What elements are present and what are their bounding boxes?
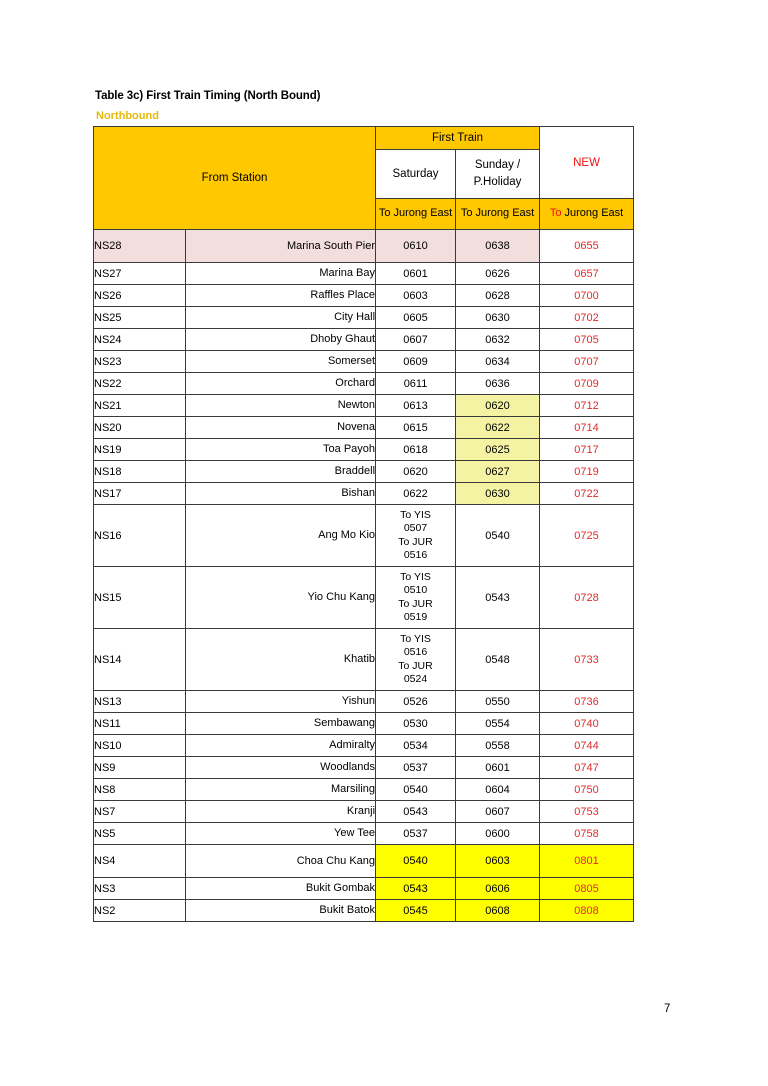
saturday-time: 0610 (376, 230, 456, 263)
station-name: Novena (186, 417, 376, 439)
sunday-holiday-time: 0622 (456, 417, 540, 439)
station-name: Braddell (186, 461, 376, 483)
station-code: NS26 (94, 285, 186, 307)
saturday-time-line: To YIS (400, 508, 431, 521)
saturday-time: 0540 (376, 845, 456, 878)
new-time: 0728 (540, 567, 634, 629)
table-header (94, 127, 634, 230)
station-code: NS22 (94, 373, 186, 395)
sunday-holiday-time: 0554 (456, 713, 540, 735)
table-body (94, 230, 634, 922)
table-row (94, 823, 634, 845)
saturday-time: 0607 (376, 329, 456, 351)
table-row (94, 439, 634, 461)
saturday-time-line: 0516 (403, 646, 428, 659)
saturday-time (376, 629, 456, 691)
sunday-holiday-time: 0601 (456, 757, 540, 779)
table-row (94, 691, 634, 713)
table-row (94, 230, 634, 263)
saturday-time: 0537 (376, 823, 456, 845)
table-row (94, 878, 634, 900)
sunday-holiday-time: 0620 (456, 395, 540, 417)
station-name: Khatib (186, 629, 376, 691)
sunday-holiday-time: 0607 (456, 801, 540, 823)
station-code: NS25 (94, 307, 186, 329)
station-code: NS3 (94, 878, 186, 900)
table-row (94, 900, 634, 922)
header-row-1 (94, 127, 634, 150)
new-time: 0722 (540, 483, 634, 505)
page-number: 7 (664, 1003, 671, 1015)
new-time: 0808 (540, 900, 634, 922)
station-code: NS13 (94, 691, 186, 713)
station-name: Kranji (186, 801, 376, 823)
header-first-train: First Train (376, 127, 540, 150)
new-time: 0709 (540, 373, 634, 395)
new-time: 0707 (540, 351, 634, 373)
station-code: NS7 (94, 801, 186, 823)
sunday-holiday-time: 0600 (456, 823, 540, 845)
header-dest-sunday: To Jurong East (456, 199, 540, 230)
new-time: 0717 (540, 439, 634, 461)
table-row (94, 417, 634, 439)
saturday-time: 0622 (376, 483, 456, 505)
sunday-holiday-time: 0548 (456, 629, 540, 691)
saturday-time: 0613 (376, 395, 456, 417)
station-code: NS20 (94, 417, 186, 439)
station-code: NS16 (94, 505, 186, 567)
new-time: 0719 (540, 461, 634, 483)
station-code: NS19 (94, 439, 186, 461)
station-name: Somerset (186, 351, 376, 373)
saturday-time (376, 567, 456, 629)
station-code: NS11 (94, 713, 186, 735)
station-code: NS10 (94, 735, 186, 757)
station-name: Yew Tee (186, 823, 376, 845)
sunday-holiday-time: 0632 (456, 329, 540, 351)
sunday-holiday-time: 0625 (456, 439, 540, 461)
saturday-time: 0534 (376, 735, 456, 757)
table-row (94, 483, 634, 505)
saturday-time: 0526 (376, 691, 456, 713)
station-name: City Hall (186, 307, 376, 329)
station-code: NS4 (94, 845, 186, 878)
saturday-time: 0537 (376, 757, 456, 779)
new-time: 0736 (540, 691, 634, 713)
table-row (94, 567, 634, 629)
saturday-time: 0543 (376, 878, 456, 900)
new-time: 0758 (540, 823, 634, 845)
station-code: NS9 (94, 757, 186, 779)
saturday-time-line: To JUR (398, 535, 433, 548)
saturday-time: 0620 (376, 461, 456, 483)
header-saturday: Saturday (376, 150, 456, 199)
saturday-time (376, 505, 456, 567)
new-time: 0733 (540, 629, 634, 691)
saturday-time-line: 0510 (403, 584, 428, 597)
sunday-holiday-time: 0540 (456, 505, 540, 567)
station-code: NS14 (94, 629, 186, 691)
saturday-time: 0603 (376, 285, 456, 307)
station-name: Choa Chu Kang (186, 845, 376, 878)
table-row (94, 373, 634, 395)
new-time: 0801 (540, 845, 634, 878)
station-code: NS8 (94, 779, 186, 801)
sunday-holiday-time: 0606 (456, 878, 540, 900)
station-code: NS27 (94, 263, 186, 285)
new-time: 0744 (540, 735, 634, 757)
sunday-holiday-time: 0628 (456, 285, 540, 307)
table-row (94, 285, 634, 307)
new-time: 0700 (540, 285, 634, 307)
header-sunday-line2: P.Holiday (473, 176, 522, 188)
station-code: NS5 (94, 823, 186, 845)
station-code: NS2 (94, 900, 186, 922)
saturday-time: 0605 (376, 307, 456, 329)
station-name: Marina South Pier (186, 230, 376, 263)
sunday-holiday-time: 0558 (456, 735, 540, 757)
station-code: NS18 (94, 461, 186, 483)
sunday-holiday-time: 0543 (456, 567, 540, 629)
station-name: Raffles Place (186, 285, 376, 307)
header-dest-saturday: To Jurong East (376, 199, 456, 230)
table-row (94, 351, 634, 373)
saturday-time: 0543 (376, 801, 456, 823)
station-name: Newton (186, 395, 376, 417)
station-code: NS21 (94, 395, 186, 417)
station-name: Marsiling (186, 779, 376, 801)
station-name: Woodlands (186, 757, 376, 779)
saturday-time-line: To YIS (400, 570, 431, 583)
saturday-time: 0611 (376, 373, 456, 395)
header-sunday-line1: Sunday / (474, 159, 521, 172)
new-time: 0702 (540, 307, 634, 329)
station-name: Bukit Gombak (186, 878, 376, 900)
sunday-holiday-time: 0550 (456, 691, 540, 713)
table-row (94, 629, 634, 691)
station-name: Admiralty (186, 735, 376, 757)
sunday-holiday-time: 0604 (456, 779, 540, 801)
station-name: Ang Mo Kio (186, 505, 376, 567)
saturday-time: 0601 (376, 263, 456, 285)
table-row (94, 735, 634, 757)
sunday-holiday-time: 0630 (456, 483, 540, 505)
new-time: 0750 (540, 779, 634, 801)
saturday-time-line: To JUR (398, 597, 433, 610)
table-row (94, 713, 634, 735)
saturday-time: 0540 (376, 779, 456, 801)
header-new-badge: NEW (540, 127, 634, 199)
station-name: Orchard (186, 373, 376, 395)
station-name: Bukit Batok (186, 900, 376, 922)
station-code: NS17 (94, 483, 186, 505)
table-row (94, 307, 634, 329)
station-name: Toa Payoh (186, 439, 376, 461)
saturday-time-line: To YIS (400, 632, 431, 645)
new-time: 0747 (540, 757, 634, 779)
new-time: 0740 (540, 713, 634, 735)
new-time: 0657 (540, 263, 634, 285)
station-code: NS24 (94, 329, 186, 351)
table-row (94, 801, 634, 823)
saturday-time-line: To JUR (398, 659, 433, 672)
sunday-holiday-time: 0634 (456, 351, 540, 373)
new-time: 0753 (540, 801, 634, 823)
first-train-timing-table-container (93, 126, 633, 922)
table-row (94, 461, 634, 483)
header-dest-new (540, 199, 634, 230)
station-name: Yishun (186, 691, 376, 713)
sunday-holiday-time: 0627 (456, 461, 540, 483)
table-row (94, 757, 634, 779)
station-name: Sembawang (186, 713, 376, 735)
header-dest-new-rest: Jurong East (564, 207, 624, 220)
saturday-time: 0609 (376, 351, 456, 373)
new-time: 0712 (540, 395, 634, 417)
saturday-time-line: 0516 (403, 548, 428, 561)
saturday-time: 0618 (376, 439, 456, 461)
saturday-time-line: 0524 (403, 672, 428, 685)
new-time: 0655 (540, 230, 634, 263)
saturday-time: 0545 (376, 900, 456, 922)
direction-label: Northbound (96, 110, 159, 122)
sunday-holiday-time: 0630 (456, 307, 540, 329)
saturday-time-line: 0507 (403, 522, 428, 535)
station-name: Yio Chu Kang (186, 567, 376, 629)
new-time: 0805 (540, 878, 634, 900)
station-code: NS15 (94, 567, 186, 629)
saturday-time: 0530 (376, 713, 456, 735)
table-row (94, 845, 634, 878)
station-name: Dhoby Ghaut (186, 329, 376, 351)
saturday-time-line: 0519 (403, 610, 428, 623)
header-dest-new-prefix: To (549, 207, 562, 220)
station-name: Marina Bay (186, 263, 376, 285)
table-row (94, 505, 634, 567)
new-time: 0714 (540, 417, 634, 439)
page-title: Table 3c) First Train Timing (North Bound) (95, 90, 321, 102)
table-row (94, 329, 634, 351)
station-code: NS28 (94, 230, 186, 263)
station-code: NS23 (94, 351, 186, 373)
saturday-time: 0615 (376, 417, 456, 439)
table-row (94, 395, 634, 417)
new-time: 0705 (540, 329, 634, 351)
first-train-timing-table (93, 126, 634, 922)
sunday-holiday-time: 0603 (456, 845, 540, 878)
sunday-holiday-time: 0626 (456, 263, 540, 285)
sunday-holiday-time: 0608 (456, 900, 540, 922)
sunday-holiday-time: 0636 (456, 373, 540, 395)
sunday-holiday-time: 0638 (456, 230, 540, 263)
station-name: Bishan (186, 483, 376, 505)
table-row (94, 263, 634, 285)
header-from-station: From Station (94, 127, 376, 230)
header-sunday-holiday (456, 150, 540, 199)
table-row (94, 779, 634, 801)
new-time: 0725 (540, 505, 634, 567)
